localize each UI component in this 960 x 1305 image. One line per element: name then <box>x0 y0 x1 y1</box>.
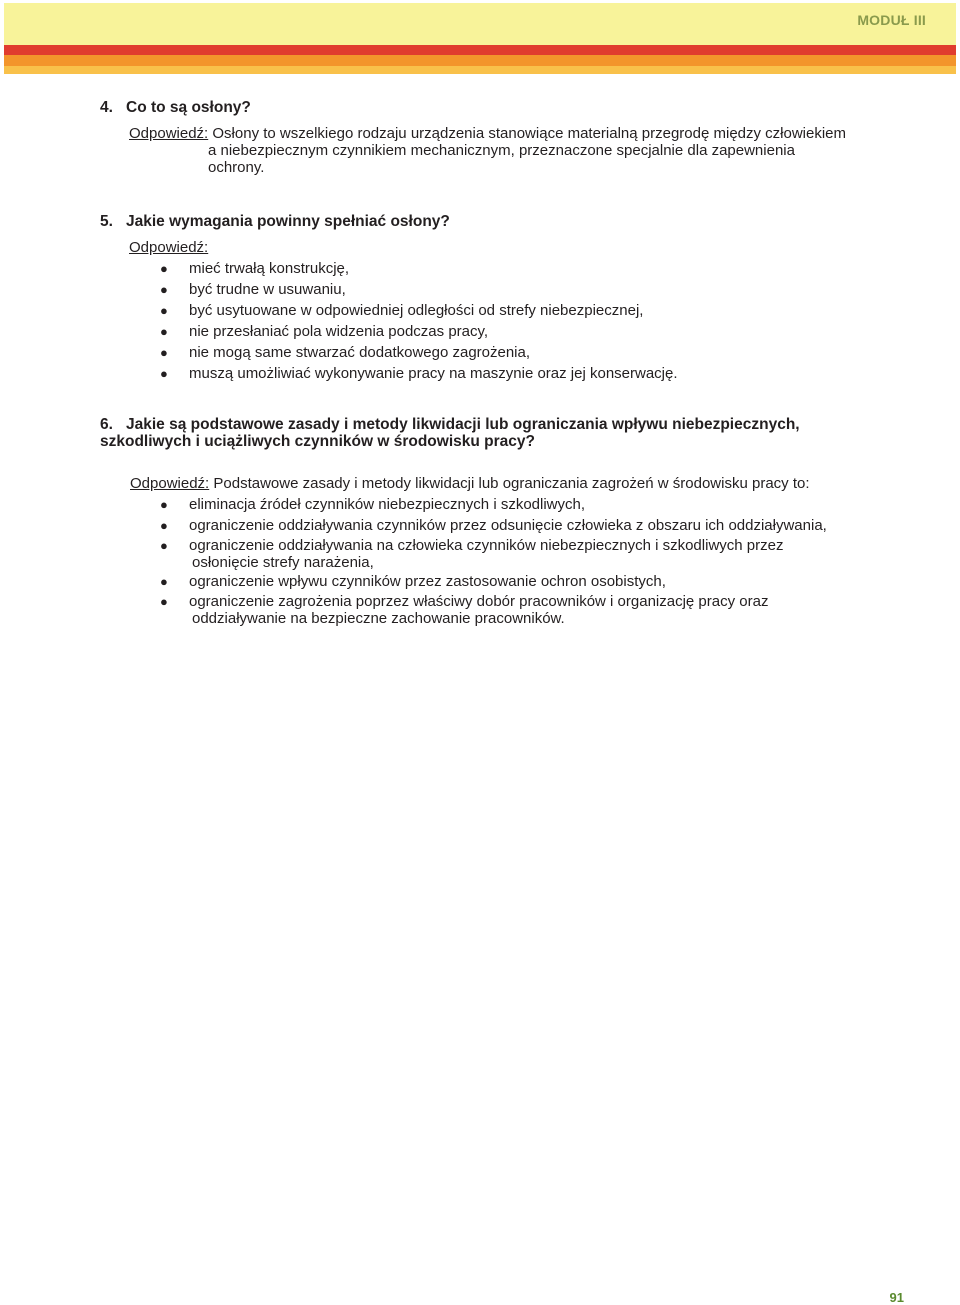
question-6-line-2: szkodliwych i uciążliwych czynników w środowisku pracy? <box>100 433 535 450</box>
bullet-icon: ● <box>160 366 168 381</box>
bullet-icon: ● <box>160 538 168 553</box>
bullet-icon: ● <box>160 345 168 360</box>
list-item: ● nie przesłaniać pola widzenia podczas pracy, <box>160 323 489 340</box>
list-item: ● być usytuowane w odpowiedniej odległości od strefy niebezpiecznej, <box>160 302 644 319</box>
answer-5 <box>129 239 208 256</box>
list-item: ● nie mogą same stwarzać dodatkowego zagrożenia, <box>160 344 531 361</box>
answer-5-list <box>160 260 860 386</box>
bullet-icon: ● <box>160 261 168 276</box>
bullet-icon: ● <box>160 303 168 318</box>
question-text: Jakie wymagania powinny spełniać osłony? <box>126 213 450 230</box>
bullet-icon: ● <box>160 324 168 339</box>
answer-text: Osłony to wszelkiego rodzaju urządzenia stanowiące materialną przegrodę między człowiekiem <box>212 125 847 142</box>
bullet-icon: ● <box>160 518 168 533</box>
answer-label: Odpowiedź: <box>129 239 209 256</box>
bullet-icon: ● <box>160 594 168 609</box>
page-number: 91 <box>889 1290 904 1305</box>
list-item: ● ograniczenie zagrożenia poprzez właściwy dobór pracowników i organizację pracy oraz oddziaływanie na bezpieczne zachowanie pracowników. <box>160 593 769 627</box>
answer-label: Odpowiedź: <box>129 125 209 142</box>
list-item: ● być trudne w usuwaniu, <box>160 281 346 298</box>
list-item: ● muszą umożliwiać wykonywanie pracy na maszynie oraz jej konserwację. <box>160 365 678 382</box>
list-item: ● ograniczenie oddziaływania czynników przez odsunięcie człowieka z obszaru ich oddziaływania, <box>160 517 827 534</box>
answer-6-list <box>160 496 900 629</box>
bullet-icon: ● <box>160 497 168 512</box>
question-6 <box>100 416 800 433</box>
header-band-yellow <box>4 3 956 45</box>
header-band-light-orange <box>4 66 956 74</box>
list-item: ● ograniczenie oddziaływania na człowieka czynników niebezpiecznych i szkodliwych przez osłonięcie strefy narażenia, <box>160 537 784 571</box>
list-item: ● eliminacja źródeł czynników niebezpiecznych i szkodliwych, <box>160 496 586 513</box>
question-text: Co to są osłony? <box>126 99 251 116</box>
question-5 <box>100 213 450 230</box>
list-item: ● ograniczenie wpływu czynników przez zastosowanie ochron osobistych, <box>160 573 666 590</box>
question-4 <box>100 99 251 116</box>
question-number: 4. <box>100 99 113 116</box>
answer-6 <box>130 475 810 492</box>
header-band-red <box>4 45 956 55</box>
question-number: 5. <box>100 213 113 230</box>
bullet-icon: ● <box>160 282 168 297</box>
question-text: Jakie są podstawowe zasady i metody likwidacji lub ograniczania wpływu niebezpiecznych, <box>126 416 800 433</box>
list-item: ● mieć trwałą konstrukcję, <box>160 260 350 277</box>
question-number: 6. <box>100 416 113 433</box>
answer-4-line-3: ochrony. <box>208 159 265 176</box>
header-band-orange <box>4 55 956 66</box>
page-header <box>0 0 960 75</box>
answer-4 <box>129 125 846 142</box>
bullet-icon: ● <box>160 574 168 589</box>
answer-text: Podstawowe zasady i metody likwidacji lub ograniczania zagrożeń w środowisku pracy to: <box>213 475 810 492</box>
list-item-continuation: oddziaływanie na bezpieczne zachowanie pracowników. <box>192 610 565 627</box>
answer-label: Odpowiedź: <box>130 475 210 492</box>
module-label: MODUŁ III <box>857 12 926 28</box>
answer-4-line-2: a niebezpiecznym czynnikiem mechanicznym, przeznaczone specjalnie dla zapewnienia <box>208 142 795 159</box>
list-item-continuation: osłonięcie strefy narażenia, <box>192 554 374 571</box>
